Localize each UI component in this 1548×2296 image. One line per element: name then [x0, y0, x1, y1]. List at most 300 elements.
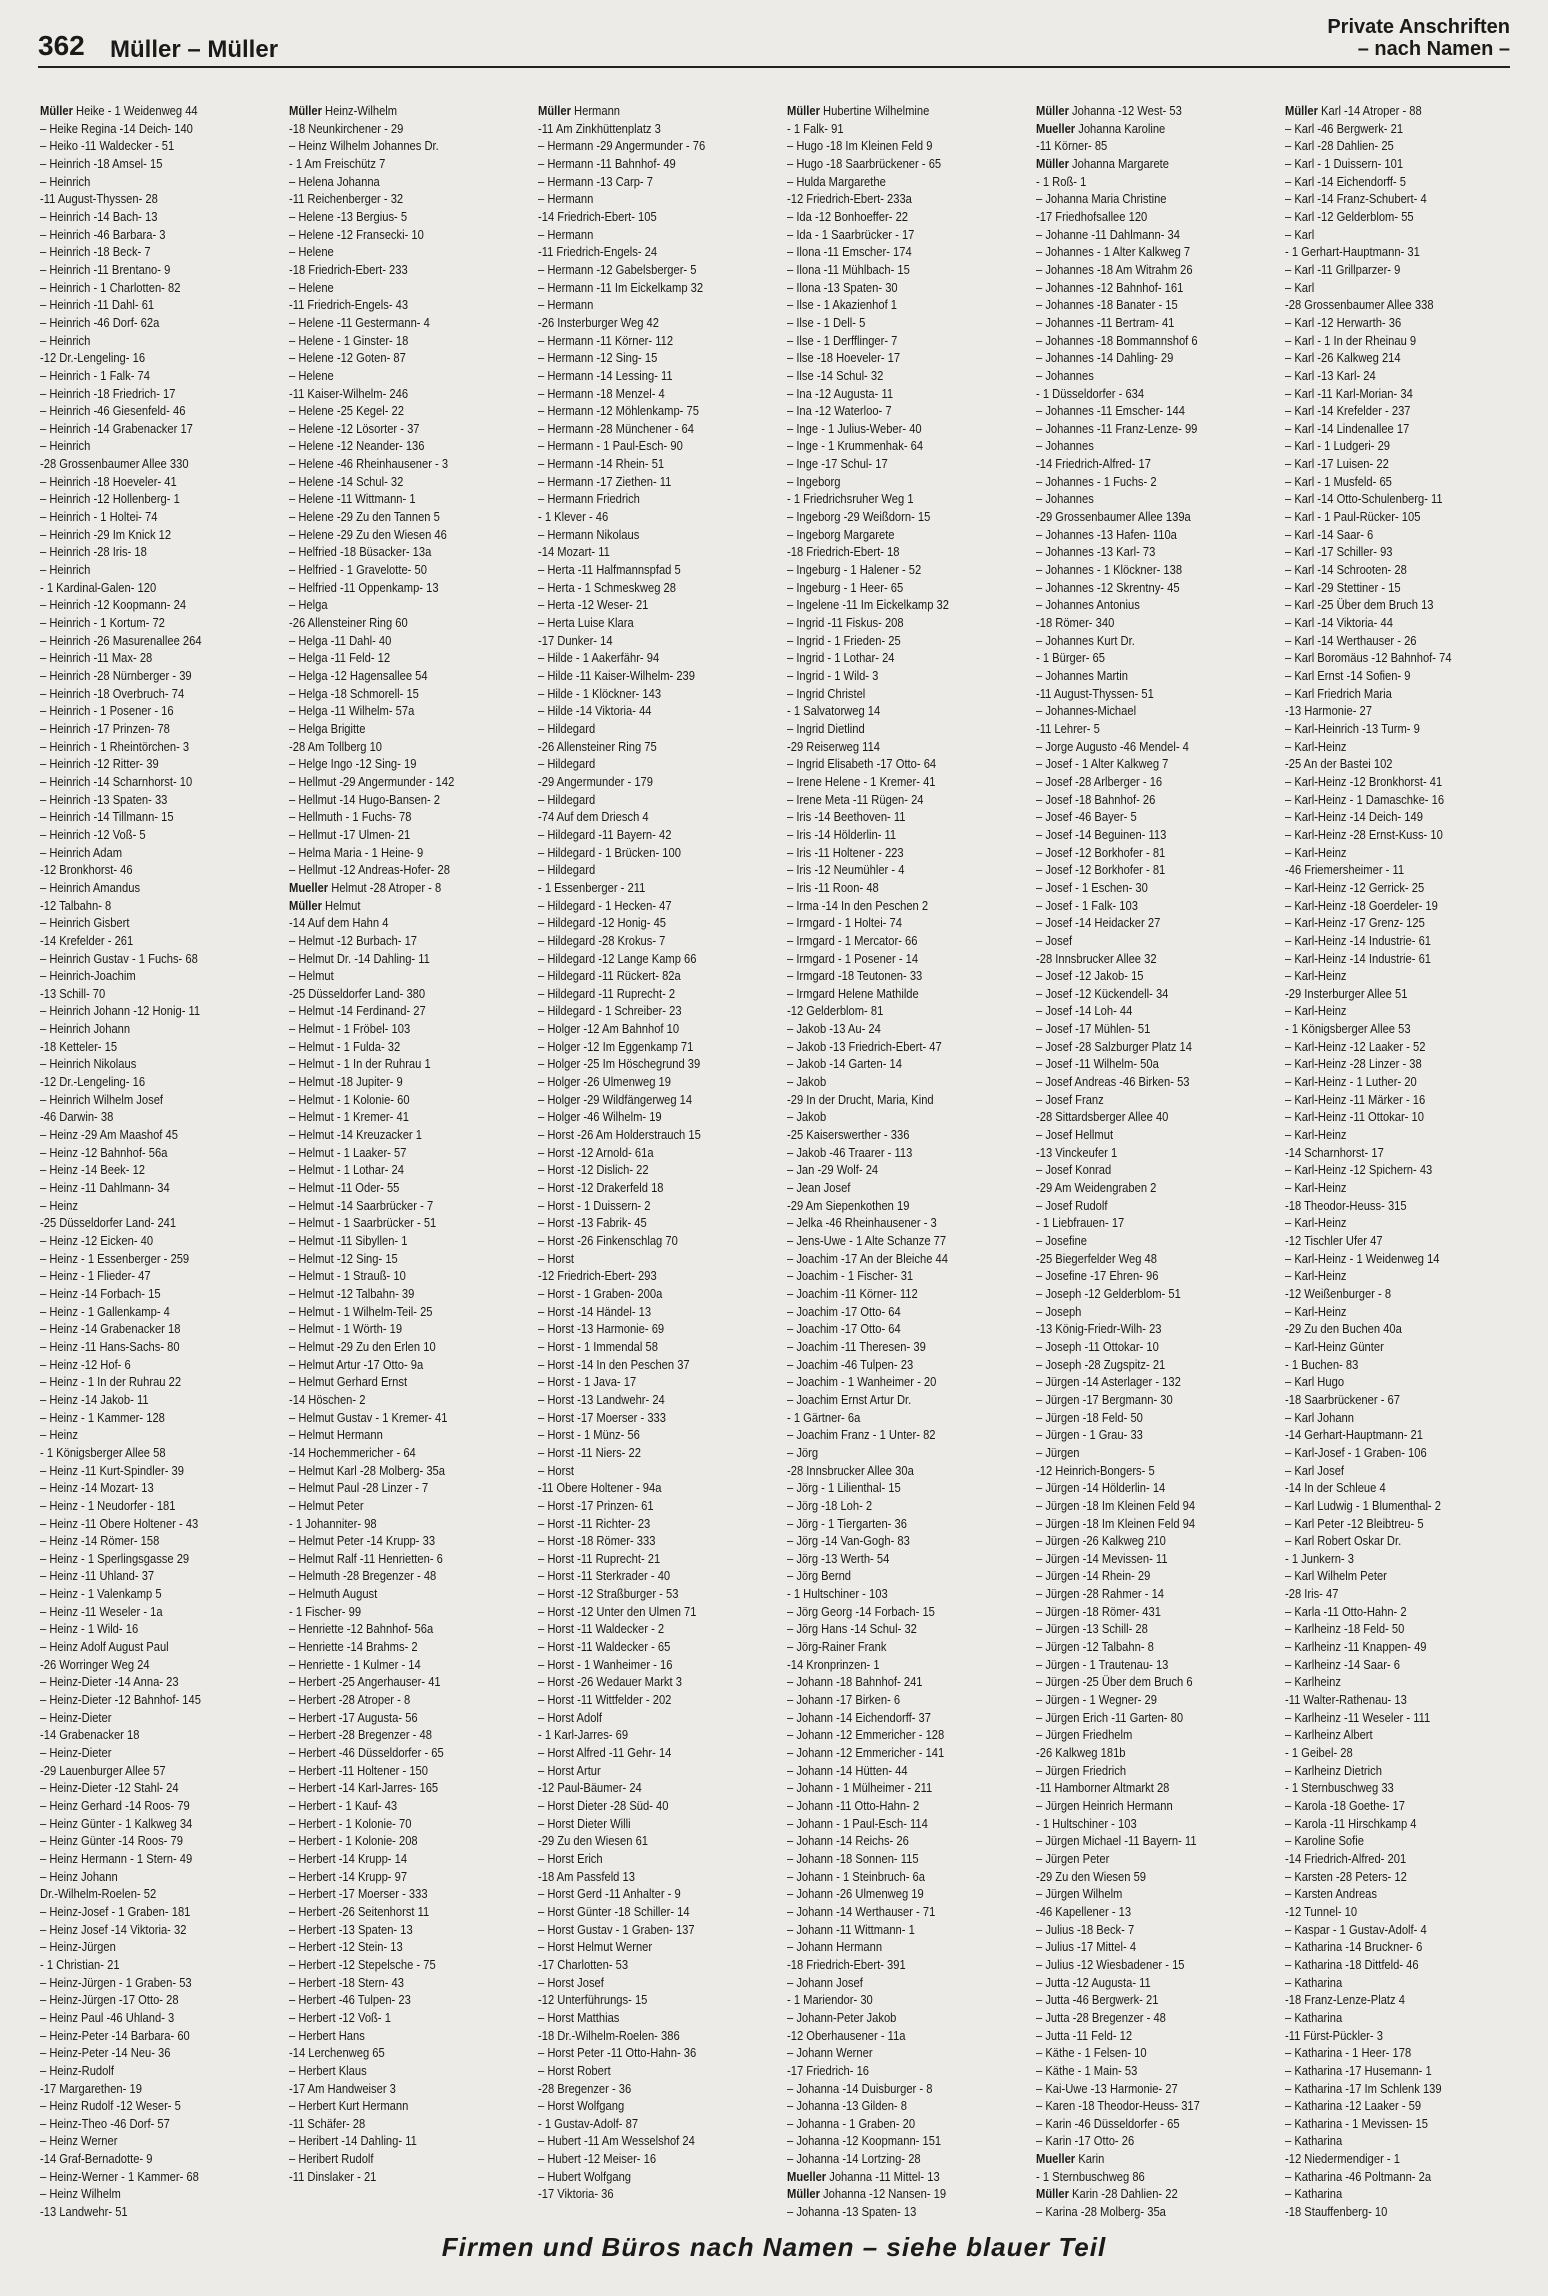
directory-entry: – Helmut -14 Ferdinand- 27: [289, 1003, 426, 1019]
directory-entry: – Hildegard -28 Krokus- 7: [538, 932, 666, 948]
directory-entry: -13 König-Friedr-Wilh- 23: [1036, 1321, 1162, 1337]
directory-entry: – Inge -17 Schul- 17: [787, 456, 888, 472]
directory-entry: – Henriette -12 Bahnhof- 56a: [289, 1621, 434, 1637]
directory-entry: – Heinz - 1 Sperlingsgasse 29: [40, 1550, 190, 1566]
directory-entry: -18 Am Passfeld 13: [538, 1868, 635, 1884]
directory-entry: – Ingeborg -29 Weißdorn- 15: [787, 509, 931, 525]
directory-entry: – Hildegard -12 Lange Kamp 66: [538, 950, 697, 966]
directory-entry: -12 Weißenburger - 8: [1285, 1285, 1392, 1301]
directory-entry: – Karl Friedrich Maria: [1285, 685, 1392, 701]
directory-entry: – Ilse -18 Hoeveler- 17: [787, 350, 901, 366]
directory-entry: – Karl Peter -12 Bleibtreu- 5: [1285, 1515, 1424, 1531]
directory-entry: – Katharina -18 Dittfeld- 46: [1285, 1956, 1419, 1972]
directory-entry: – Heinrich: [40, 173, 91, 189]
directory-entry: – Käthe - 1 Felsen- 10: [1036, 2045, 1147, 2061]
footer-note: Firmen und Büros nach Namen – siehe blauer Teil: [441, 2232, 1107, 2262]
directory-entry: – Helmut Paul -28 Linzer - 7: [289, 1480, 429, 1496]
directory-entry: – Heiko -11 Waldecker - 51: [40, 138, 175, 154]
directory-entry: – Heinz Josef -14 Viktoria- 32: [40, 1921, 187, 1937]
directory-entry: – Hildegard - 1 Hecken- 47: [538, 897, 672, 913]
directory-entry: – Herbert -17 Augusta- 56: [289, 1709, 418, 1725]
directory-entry: – Heinrich -29 Im Knick 12: [40, 526, 172, 542]
directory-entry: – Karin -17 Otto- 26: [1036, 2133, 1135, 2149]
directory-entry: – Johannes - 1 Alter Kalkweg 7: [1036, 244, 1191, 260]
directory-entry: – Ingrid Dietlind: [787, 720, 865, 736]
directory-entry: – Herbert -17 Moerser - 333: [289, 1886, 428, 1902]
directory-entry: – Ingrid Christel: [787, 685, 866, 701]
directory-entry: – Karl-Heinz: [1285, 1003, 1347, 1019]
directory-entry: -12 Oberhausener - 11a: [787, 2027, 906, 2043]
directory-entry: – Jörg-Rainer Frank: [787, 1639, 887, 1655]
directory-entry: – Jörg Georg -14 Forbach- 15: [787, 1603, 935, 1619]
directory-entry: – Karl Hugo: [1285, 1374, 1345, 1390]
directory-entry: – Karl -17 Luisen- 22: [1285, 456, 1389, 472]
directory-entry: – Käthe - 1 Main- 53: [1036, 2062, 1138, 2078]
directory-entry: -12 Bronkhorst- 46: [40, 862, 133, 878]
directory-entry: – Heinz - 1 Valenkamp 5: [40, 1586, 162, 1602]
directory-entry: – Karl-Heinz Günter: [1285, 1338, 1384, 1354]
directory-entry: – Jürgen - 1 Trautenau- 13: [1036, 1656, 1169, 1672]
directory-entry: – Katharina: [1285, 2133, 1343, 2149]
directory-entry: – Heinrich -46 Barbara- 3: [40, 226, 166, 242]
directory-entry: - 1 Sternbuschweg 86: [1036, 2168, 1145, 2184]
directory-entry: – Horst -11 Richter- 23: [538, 1515, 651, 1531]
directory-entry: – Heinrich - 1 Falk- 74: [40, 367, 150, 383]
directory-entry: – Heinrich -13 Spaten- 33: [40, 791, 168, 807]
directory-entry: – Josef -11 Wilhelm- 50a: [1036, 1056, 1159, 1072]
directory-entry: – Karla -11 Otto-Hahn- 2: [1285, 1603, 1407, 1619]
directory-entry: - 1 Mariendor- 30: [787, 1992, 873, 2008]
directory-entry: Müller Johanna Margarete: [1036, 155, 1170, 171]
directory-entry: – Helmut Gerhard Ernst: [289, 1374, 408, 1390]
directory-entry: – Karl -14 Werthauser - 26: [1285, 632, 1417, 648]
directory-entry: – Helene -11 Wittmann- 1: [289, 491, 416, 507]
directory-entry: – Irma -14 In den Peschen 2: [787, 897, 929, 913]
directory-entry: -18 Neunkirchener - 29: [289, 120, 404, 136]
directory-entry: -29 Zu den Wiesen 61: [538, 1833, 648, 1849]
directory-entry: - 1 Essenberger - 211: [538, 879, 646, 895]
directory-entry: – Karlheinz -11 Weseler - 111: [1285, 1709, 1431, 1725]
directory-entry: -17 Charlotten- 53: [538, 1956, 629, 1972]
directory-entry: – Helfried -11 Oppenkamp- 13: [289, 579, 439, 595]
directory-entry: -25 An der Bastei 102: [1285, 756, 1393, 772]
directory-entry: – Horst -14 In den Peschen 37: [538, 1356, 690, 1372]
directory-entry: -13 Schill- 70: [40, 985, 106, 1001]
directory-entry: – Helmut -11 Oder- 55: [289, 1180, 400, 1196]
directory-entry: – Katharina - 1 Mevissen- 15: [1285, 2115, 1428, 2131]
directory-entry: – Karlheinz Albert: [1285, 1727, 1373, 1743]
directory-entry: – Horst -11 Wittfelder - 202: [538, 1692, 672, 1708]
directory-entry: – Hildegard -11 Ruprecht- 2: [538, 985, 676, 1001]
directory-entry: – Karl -12 Gelderblom- 55: [1285, 208, 1414, 224]
directory-entry: – Johannes Martin: [1036, 668, 1128, 683]
directory-entry: – Josef -18 Bahnhof- 26: [1036, 791, 1156, 807]
directory-entry: – Iris -11 Roon- 48: [787, 879, 879, 895]
directory-entry: – Hellmuth - 1 Fuchs- 78: [289, 809, 412, 825]
directory-entry: – Horst -17 Moerser - 333: [538, 1409, 667, 1425]
directory-entry: -11 Schäfer- 28: [289, 2115, 366, 2131]
directory-entry: – Heinz -14 Mozart- 13: [40, 1480, 154, 1496]
directory-entry: – Karl Robert Oskar Dr.: [1285, 1533, 1402, 1549]
page-title: Müller – Müller: [110, 36, 279, 63]
directory-entry: – Jürgen -12 Talbahn- 8: [1036, 1639, 1154, 1655]
directory-entry: – Heinz Werner: [40, 2133, 118, 2149]
directory-entry: – Jürgen Michael -11 Bayern- 11: [1036, 1833, 1197, 1849]
directory-entry: – Herbert - 1 Kauf- 43: [289, 1798, 398, 1813]
directory-entry: – Ingrid -11 Fiskus- 208: [787, 615, 904, 631]
directory-entry: – Heribert -14 Dahling- 11: [289, 2133, 417, 2149]
directory-entry: – Julius -18 Beck- 7: [1036, 1921, 1135, 1937]
directory-entry: - 1 Hultschiner - 103: [787, 1586, 888, 1602]
directory-entry: – Joachim -17 An der Bleiche 44: [787, 1250, 948, 1266]
directory-entry: – Jürgen -28 Rahmer - 14: [1036, 1586, 1165, 1602]
directory-entry: – Helene -11 Gestermann- 4: [289, 314, 430, 330]
directory-entry: – Heinrich -11 Max- 28: [40, 650, 153, 666]
directory-entry: -18 Theodor-Heuss- 315: [1285, 1197, 1407, 1213]
directory-entry: – Johannes -11 Emscher- 144: [1036, 403, 1185, 419]
directory-entry: – Ingeburg - 1 Heer- 65: [787, 579, 904, 595]
directory-entry: -74 Auf dem Driesch 4: [538, 809, 649, 825]
directory-entry: - 1 Gärtner- 6a: [787, 1409, 861, 1425]
directory-entry: – Karlheinz Dietrich: [1285, 1762, 1382, 1778]
directory-entry: – Ina -12 Augusta- 11: [787, 385, 894, 401]
directory-entry: – Herbert -26 Seitenhorst 11: [289, 1903, 430, 1919]
directory-entry: -29 Am Weidengraben 2: [1036, 1180, 1157, 1196]
directory-entry: – Jan -29 Wolf- 24: [787, 1162, 879, 1178]
directory-entry: – Karl -14 Saar- 6: [1285, 526, 1374, 542]
directory-entry: – Karl-Heinrich -13 Turm- 9: [1285, 720, 1420, 736]
directory-entry: – Heinrich -46 Dorf- 62a: [40, 314, 160, 330]
directory-entry: – Hermann -11 Im Eickelkamp 32: [538, 279, 704, 295]
directory-entry: – Katharina: [1285, 2009, 1343, 2025]
directory-entry: – Herbert -12 Stepelsche - 75: [289, 1956, 436, 1972]
directory-entry: – Jörg Hans -14 Schul- 32: [787, 1621, 917, 1637]
directory-entry: – Johann Hermann: [787, 1939, 883, 1955]
directory-entry: -14 Friedrich-Alfred- 201: [1285, 1850, 1407, 1866]
directory-entry: – Horst -11 Sterkrader - 40: [538, 1568, 671, 1584]
directory-entry: – Heinz -14 Forbach- 15: [40, 1285, 161, 1301]
directory-entry: -11 August-Thyssen- 28: [40, 191, 158, 207]
directory-entry: – Helene -29 Zu den Tannen 5: [289, 509, 440, 525]
directory-entry: – Irmgard Helene Mathilde: [787, 985, 919, 1001]
directory-entry: – Joachim -46 Tulpen- 23: [787, 1356, 914, 1372]
directory-entry: – Heinz -11 Hans-Sachs- 80: [40, 1338, 180, 1354]
directory-entry: – Johannes -13 Karl- 73: [1036, 544, 1156, 560]
directory-entry: – Karl-Heinz - 1 Luther- 20: [1285, 1074, 1417, 1090]
directory-entry: -29 Zu den Wiesen 59: [1036, 1868, 1146, 1884]
directory-entry: – Hermann: [538, 297, 594, 313]
page-number: 362: [38, 30, 85, 61]
directory-entry: – Heinrich -17 Prinzen- 78: [40, 720, 170, 736]
directory-entry: -11 Fürst-Pückler- 3: [1285, 2027, 1383, 2043]
directory-entry: – Jakob -14 Garten- 14: [787, 1056, 902, 1072]
directory-entry: -12 Tunnel- 10: [1285, 1903, 1358, 1919]
directory-entry: -17 Margarethen- 19: [40, 2080, 142, 2096]
directory-entry: – Karlheinz -18 Feld- 50: [1285, 1621, 1405, 1637]
directory-entry: – Helmut -12 Sing- 15: [289, 1250, 398, 1266]
directory-entry: – Heinrich -11 Dahl- 61: [40, 297, 155, 313]
directory-entry: -18 Ketteler- 15: [40, 1038, 118, 1054]
directory-entry: – Heinrich: [40, 332, 91, 348]
directory-entry: – Heinz - 1 Essenberger - 259: [40, 1250, 190, 1266]
directory-entry: – Horst -17 Prinzen- 61: [538, 1497, 654, 1513]
directory-entry: – Horst -18 Römer- 333: [538, 1533, 656, 1549]
directory-entry: – Ilona -13 Spaten- 30: [787, 279, 898, 295]
directory-entry: – Herbert -11 Holtener - 150: [289, 1762, 428, 1778]
directory-entry: – Hermann -18 Menzel- 4: [538, 385, 665, 401]
directory-entry: – Johannes -18 Bommannshof 6: [1036, 332, 1198, 348]
directory-entry: – Heinz Hermann - 1 Stern- 49: [40, 1850, 193, 1866]
directory-entry: – Josef - 1 Eschen- 30: [1036, 879, 1148, 895]
directory-entry: – Karl - 1 Duissern- 101: [1285, 155, 1404, 171]
directory-entry: Dr.-Wilhelm-Roelen- 52: [40, 1886, 157, 1902]
directory-entry: – Karl-Heinz -12 Gerrick- 25: [1285, 879, 1425, 895]
directory-entry: – Helfried - 1 Gravelotte- 50: [289, 562, 427, 578]
directory-entry: – Heinrich -12 Voß- 5: [40, 826, 146, 842]
directory-entry: – Joseph: [1036, 1303, 1082, 1319]
directory-entry: – Katharina -17 Husemann- 1: [1285, 2062, 1432, 2078]
directory-entry: – Herbert -25 Angerhauser- 41: [289, 1674, 441, 1690]
directory-entry: – Hellmut -29 Angermunder - 142: [289, 773, 455, 789]
directory-entry: - 1 Klever - 46: [538, 509, 609, 525]
directory-entry: -11 Kaiser-Wilhelm- 246: [289, 385, 409, 401]
directory-entry: – Herbert Hans: [289, 2027, 365, 2043]
directory-entry: – Herbert -14 Krupp- 97: [289, 1868, 408, 1884]
section-title: [1327, 16, 1510, 60]
directory-entry: – Herbert Kurt Hermann: [289, 2098, 409, 2114]
directory-entry: – Joachim -11 Körner- 112: [787, 1285, 918, 1301]
directory-entry: – Heinrich Adam: [40, 844, 123, 860]
directory-entry: – Johann -26 Ulmenweg 19: [787, 1886, 924, 1902]
directory-entry: – Heinrich -18 Overbruch- 74: [40, 685, 185, 701]
directory-entry: – Helge Ingo -12 Sing- 19: [289, 756, 417, 772]
directory-entry: – Helfried -18 Büsacker- 13a: [289, 544, 432, 560]
directory-entry: – Jürgen - 1 Grau- 33: [1036, 1427, 1143, 1443]
directory-entry: – Heinz - 1 Kammer- 128: [40, 1409, 165, 1425]
directory-entry: – Joseph -11 Ottokar- 10: [1036, 1338, 1159, 1354]
directory-entry: -28 Iris- 47: [1285, 1586, 1339, 1602]
directory-entry: – Hermann -13 Carp- 7: [538, 173, 653, 189]
directory-entry: – Hermann -17 Ziethen- 11: [538, 473, 672, 489]
directory-entry: - 1 Königsberger Allee 53: [1285, 1021, 1411, 1037]
directory-entry: – Iris -14 Hölderlin- 11: [787, 826, 897, 842]
directory-entry: – Heinz: [40, 1197, 78, 1213]
directory-entry: -14 Krefelder - 261: [40, 932, 134, 948]
directory-entry: – Iris -12 Neumühler - 4: [787, 862, 905, 878]
directory-entry: – Horst Dieter -28 Süd- 40: [538, 1798, 669, 1813]
directory-entry: – Horst Helmut Werner: [538, 1939, 653, 1955]
directory-entry: – Helene -12 Goten- 87: [289, 350, 406, 366]
directory-entry: – Johann -17 Birken- 6: [787, 1692, 901, 1708]
directory-entry: – Herta -12 Weser- 21: [538, 597, 649, 613]
directory-entry: – Karl: [1285, 226, 1315, 242]
directory-entry: – Helene -12 Fransecki- 10: [289, 226, 424, 242]
directory-entry: -26 Kalkweg 181b: [1036, 1745, 1126, 1761]
directory-entry: – Hubert -11 Am Wesselshof 24: [538, 2133, 695, 2149]
directory-entry: – Karl-Heinz -12 Laaker - 52: [1285, 1038, 1426, 1054]
directory-entry: – Johann - 1 Mülheimer - 211: [787, 1780, 933, 1796]
directory-entry: -14 Hochemmericher - 64: [289, 1444, 416, 1460]
directory-entry: – Heinz -14 Römer- 158: [40, 1533, 160, 1549]
directory-entry: – Karl-Heinz -14 Industrie- 61: [1285, 932, 1432, 948]
directory-entry: – Helmut -29 Zu den Erlen 10: [289, 1338, 436, 1354]
directory-entry: – Hildegard: [538, 862, 596, 878]
directory-entry: – Helene -12 Neander- 136: [289, 438, 425, 454]
directory-entry: Müller Heike - 1 Weidenweg 44: [40, 103, 198, 118]
directory-entry: – Jutta -11 Feld- 12: [1036, 2027, 1133, 2043]
directory-entry: – Helmut - 1 Wörth- 19: [289, 1321, 403, 1337]
directory-entry: – Ingrid - 1 Frieden- 25: [787, 632, 901, 648]
directory-entry: – Hermann Friedrich: [538, 491, 640, 507]
directory-entry: – Horst Alfred -11 Gehr- 14: [538, 1745, 672, 1761]
directory-entry: -18 Stauffenberg- 10: [1285, 2204, 1388, 2220]
directory-entry: – Heinrich Gisbert: [40, 915, 130, 931]
directory-entry: - 1 Salvatorweg 14: [787, 703, 881, 719]
directory-entry: – Horst -13 Harmonie- 69: [538, 1321, 665, 1337]
directory-entry: – Jens-Uwe - 1 Alte Schanze 77: [787, 1233, 947, 1248]
directory-column: [289, 102, 538, 2182]
directory-entry: -17 Friedhofsallee 120: [1036, 208, 1148, 224]
directory-entry: – Heinz -29 Am Maashof 45: [40, 1127, 178, 1143]
directory-entry: – Heinz-Josef - 1 Graben- 181: [40, 1903, 191, 1919]
directory-entry: – Jakob -46 Traarer - 113: [787, 1144, 913, 1160]
directory-entry: – Karl -14 Schrooten- 28: [1285, 562, 1407, 578]
directory-entry: – Katharina -14 Bruckner- 6: [1285, 1939, 1423, 1955]
directory-entry: – Josef -12 Borkhofer - 81: [1036, 844, 1166, 860]
directory-entry: – Johannes: [1036, 367, 1094, 383]
directory-entry: – Johannes -11 Franz-Lenze- 99: [1036, 420, 1198, 436]
directory-entry: – Herbert - 1 Kolonie- 70: [289, 1815, 412, 1831]
directory-entry: – Horst -12 Dislich- 22: [538, 1162, 649, 1178]
directory-entry: – Helmut Gustav - 1 Kremer- 41: [289, 1409, 448, 1425]
directory-entry: – Hilde -14 Viktoria- 44: [538, 703, 652, 719]
directory-entry: -11 Friedrich-Engels- 43: [289, 297, 409, 313]
directory-entry: – Karl: [1285, 279, 1315, 295]
directory-entry: – Karola -11 Hirschkamp 4: [1285, 1815, 1417, 1831]
directory-entry: – Johann -18 Bahnhof- 241: [787, 1674, 923, 1690]
directory-entry: – Heinz - 1 In der Ruhrau 22: [40, 1374, 182, 1390]
directory-entry: – Irmgard - 1 Posener - 14: [787, 950, 919, 966]
directory-entry: – Jorge Augusto -46 Mendel- 4: [1036, 738, 1189, 754]
directory-entry: – Karl-Heinz: [1285, 1215, 1347, 1231]
directory-entry: – Jakob -13 Au- 24: [787, 1021, 881, 1037]
directory-entry: -18 Römer- 340: [1036, 615, 1115, 631]
directory-entry: – Heike Regina -14 Deich- 140: [40, 120, 193, 136]
directory-entry: – Heinz - 1 Wild- 16: [40, 1621, 139, 1637]
directory-entry: – Heinz -11 Obere Holtener - 43: [40, 1515, 199, 1531]
directory-entry: – Helga -11 Feld- 12: [289, 650, 391, 666]
directory-entry: – Herbert - 1 Kolonie- 208: [289, 1833, 418, 1849]
directory-entry: – Karl -26 Kalkweg 214: [1285, 350, 1401, 366]
directory-entry: – Irmgard - 1 Mercator- 66: [787, 932, 918, 948]
directory-entry: – Johanna -13 Spaten- 13: [787, 2204, 917, 2220]
directory-entry: – Helmut - 1 Kremer- 41: [289, 1109, 409, 1125]
directory-entry: - 1 Junkern- 3: [1285, 1550, 1354, 1566]
directory-entry: – Heinrich -26 Masurenallee 264: [40, 632, 202, 648]
directory-entry: - 1 Fischer- 99: [289, 1603, 362, 1619]
directory-entry: – Heinz-Jürgen: [40, 1939, 116, 1955]
directory-entry: – Karl Boromäus -12 Bahnhof- 74: [1285, 650, 1452, 666]
directory-entry: – Horst - 1 Java- 17: [538, 1374, 637, 1390]
directory-entry: – Holger -46 Wilhelm- 19: [538, 1109, 662, 1125]
directory-entry: -28 Bregenzer - 36: [538, 2080, 632, 2096]
directory-entry: – Hermann -29 Angermunder - 76: [538, 138, 706, 154]
directory-entry: – Heinrich - 1 Holtei- 74: [40, 509, 158, 525]
directory-entry: – Hermann -14 Lessing- 11: [538, 367, 673, 383]
directory-entry: – Karl -28 Dahlien- 25: [1285, 138, 1394, 154]
directory-entry: -46 Kapellener - 13: [1036, 1903, 1132, 1919]
directory-entry: -29 In der Drucht, Maria, Kind: [787, 1091, 934, 1107]
directory-entry: - 1 Christian- 21: [40, 1956, 120, 1972]
directory-entry: – Heinrich -18 Beck- 7: [40, 244, 151, 260]
directory-entry: – Hildegard -12 Honig- 45: [538, 915, 667, 931]
directory-entry: – Johann-Peter Jakob: [787, 2009, 897, 2025]
directory-entry: – Karl -14 Lindenallee 17: [1285, 420, 1410, 436]
directory-entry: -12 Tischler Ufer 47: [1285, 1233, 1383, 1248]
directory-entry: – Helmut Hermann: [289, 1427, 383, 1443]
directory-entry: -29 Grossenbaumer Allee 139a: [1036, 509, 1191, 525]
directory-entry: – Karl-Heinz -11 Märker - 16: [1285, 1091, 1426, 1107]
directory-entry: – Heinz Gerhard -14 Roos- 79: [40, 1798, 190, 1813]
directory-entry: – Helga -11 Dahl- 40: [289, 632, 392, 648]
directory-entry: – Johanne -11 Dahlmann- 34: [1036, 226, 1180, 242]
directory-entry: – Horst - 1 Duissern- 2: [538, 1197, 651, 1213]
directory-entry: – Johannes -12 Skrentny- 45: [1036, 579, 1180, 595]
directory-entry: – Josef -12 Kückendell- 34: [1036, 985, 1169, 1001]
directory-entry: – Karl -17 Schiller- 93: [1285, 544, 1393, 560]
directory-entry: – Hildegard -11 Bayern- 42: [538, 826, 672, 842]
directory-entry: – Karsten Andreas: [1285, 1886, 1377, 1902]
directory-entry: -14 Graf-Bernadotte- 9: [40, 2151, 153, 2167]
directory-entry: – Hellmut -17 Ulmen- 21: [289, 826, 411, 842]
directory-entry: -25 Düsseldorfer Land- 241: [40, 1215, 177, 1231]
directory-entry: – Johann -18 Sonnen- 115: [787, 1850, 919, 1866]
directory-entry: – Horst -26 Finkenschlag 70: [538, 1233, 678, 1248]
directory-entry: – Heinrich Gustav - 1 Fuchs- 68: [40, 950, 198, 966]
directory-entry: – Jürgen -14 Hölderlin- 14: [1036, 1480, 1166, 1496]
directory-entry: – Hermann - 1 Paul-Esch- 90: [538, 438, 683, 454]
directory-entry: – Karl-Heinz -12 Spichern- 43: [1285, 1162, 1433, 1178]
directory-entry: – Ingeborg Margarete: [787, 526, 895, 542]
directory-entry: – Josef -14 Beguinen- 113: [1036, 826, 1167, 842]
directory-entry: – Heinz -14 Jakob- 11: [40, 1391, 149, 1407]
directory-entry: – Karl-Heinz -14 Deich- 149: [1285, 809, 1423, 825]
directory-entry: – Johannes -13 Hafen- 110a: [1036, 526, 1177, 542]
directory-entry: Mueller Johanna -11 Mittel- 13: [787, 2168, 940, 2184]
directory-entry: – Heinrich Johann: [40, 1021, 131, 1037]
directory-entry: – Horst: [538, 1250, 575, 1266]
directory-entry: – Horst - 1 Graben- 200a: [538, 1285, 663, 1301]
directory-entry: – Horst Wolfgang: [538, 2098, 625, 2114]
directory-entry: – Jörg Bernd: [787, 1568, 852, 1584]
directory-entry: -46 Friemersheimer - 11: [1285, 862, 1405, 878]
directory-entry: – Heinz -14 Grabenacker 18: [40, 1321, 181, 1337]
directory-entry: – Herbert -12 Stein- 13: [289, 1939, 403, 1955]
directory-entry: -29 Angermunder - 179: [538, 773, 653, 789]
directory-entry: -14 Kronprinzen- 1: [787, 1656, 880, 1672]
directory-entry: – Helene: [289, 244, 334, 260]
directory-entry: – Karl-Heinz: [1285, 844, 1347, 860]
directory-entry: – Karl-Heinz -12 Bronkhorst- 41: [1285, 773, 1443, 789]
directory-entry: – Karl Josef: [1285, 1462, 1345, 1478]
directory-entry: – Herbert Klaus: [289, 2062, 367, 2078]
directory-entry: – Holger -25 Im Höschegrund 39: [538, 1056, 701, 1072]
directory-entry: – Jutta -46 Bergwerk- 21: [1036, 1992, 1159, 2008]
directory-entry: – Helmuth August: [289, 1586, 378, 1602]
directory-entry: Müller Johanna -12 Nansen- 19: [787, 2186, 947, 2202]
directory-entry: – Hellmut -12 Andreas-Hofer- 28: [289, 862, 450, 878]
directory-entry: – Johanna - 1 Graben- 20: [787, 2115, 916, 2131]
